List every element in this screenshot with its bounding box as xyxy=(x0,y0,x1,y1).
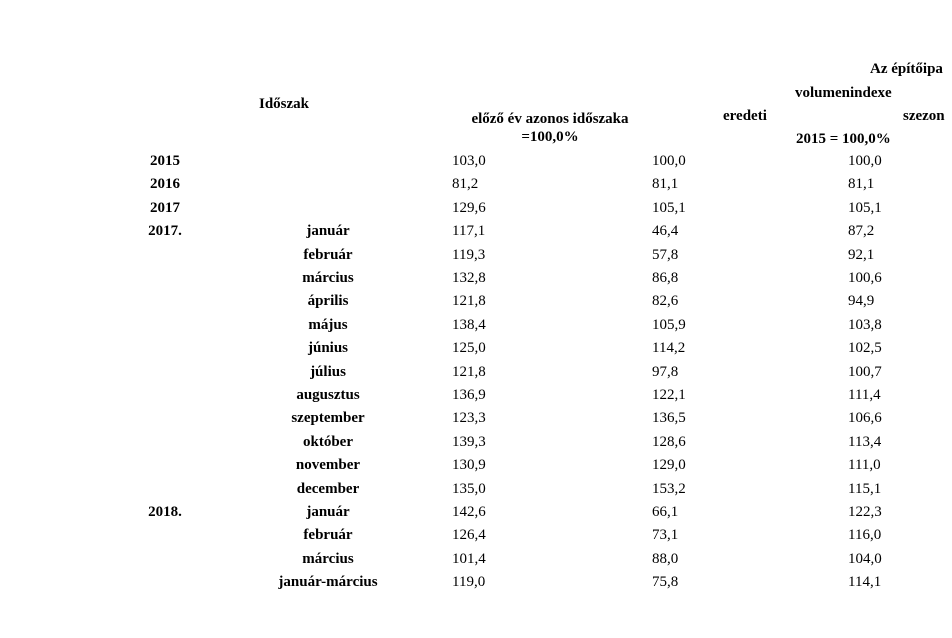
original-cell: 46,4 xyxy=(652,223,679,239)
year-cell: 2018. xyxy=(148,504,182,520)
prev-year-cell: 130,9 xyxy=(452,457,486,473)
prev-year-cell: 117,1 xyxy=(452,223,486,239)
base-2015-cell: 111,4 xyxy=(848,387,881,403)
original-cell: 75,8 xyxy=(652,574,679,590)
header-base-2015: 2015 = 100,0% xyxy=(796,131,891,147)
prev-year-cell: 136,9 xyxy=(452,387,486,403)
original-cell: 114,2 xyxy=(652,340,686,356)
base-2015-cell: 104,0 xyxy=(848,551,882,567)
base-2015-cell: 102,5 xyxy=(848,340,882,356)
original-cell: 100,0 xyxy=(652,153,686,169)
prev-year-cell: 123,3 xyxy=(452,410,486,426)
month-cell: január-március xyxy=(278,574,378,590)
prev-year-cell: 119,0 xyxy=(452,574,486,590)
prev-year-cell: 119,3 xyxy=(452,247,486,263)
original-cell: 153,2 xyxy=(652,481,686,497)
month-cell: május xyxy=(308,317,348,333)
month-cell: február xyxy=(303,527,353,543)
original-cell: 81,1 xyxy=(652,176,679,192)
base-2015-cell: 106,6 xyxy=(848,410,882,426)
prev-year-cell: 139,3 xyxy=(452,434,486,450)
original-cell: 57,8 xyxy=(652,247,679,263)
month-cell: március xyxy=(302,270,354,286)
base-2015-cell: 100,0 xyxy=(848,153,882,169)
prev-year-cell: 81,2 xyxy=(452,176,479,192)
base-2015-cell: 114,1 xyxy=(848,574,882,590)
original-cell: 97,8 xyxy=(652,364,679,380)
month-cell: április xyxy=(307,293,349,309)
base-2015-cell: 122,3 xyxy=(848,504,882,520)
month-cell: augusztus xyxy=(296,387,360,403)
base-2015-cell: 100,6 xyxy=(848,270,882,286)
month-cell: szeptember xyxy=(291,410,365,426)
prev-year-cell: 135,0 xyxy=(452,481,486,497)
base-2015-cell: 111,0 xyxy=(848,457,881,473)
month-cell: február xyxy=(303,247,353,263)
original-cell: 105,9 xyxy=(652,317,686,333)
base-2015-cell: 113,4 xyxy=(848,434,882,450)
prev-year-cell: 125,0 xyxy=(452,340,486,356)
original-cell: 88,0 xyxy=(652,551,679,567)
original-cell: 128,6 xyxy=(652,434,686,450)
month-cell: január xyxy=(306,223,350,239)
original-cell: 105,1 xyxy=(652,200,686,216)
original-cell: 86,8 xyxy=(652,270,679,286)
original-cell: 136,5 xyxy=(652,410,686,426)
base-2015-cell: 103,8 xyxy=(848,317,882,333)
header-seasonal-fragment: szezon xyxy=(903,108,945,124)
base-2015-cell: 81,1 xyxy=(848,176,875,192)
prev-year-cell: 132,8 xyxy=(452,270,486,286)
month-cell: június xyxy=(307,340,349,356)
header-original: eredeti xyxy=(723,108,767,124)
year-cell: 2015 xyxy=(150,153,180,169)
original-cell: 66,1 xyxy=(652,504,679,520)
base-2015-cell: 116,0 xyxy=(848,527,882,543)
header-prev-year-line2: =100,0% xyxy=(521,129,579,145)
original-cell: 122,1 xyxy=(652,387,686,403)
header-title-fragment: Az építőipa xyxy=(870,61,943,77)
month-cell: október xyxy=(303,434,353,450)
month-cell: március xyxy=(302,551,354,567)
month-cell: november xyxy=(295,457,361,473)
header-period: Időszak xyxy=(259,96,310,112)
month-cell: július xyxy=(310,364,346,380)
header-prev-year-line1: előző év azonos időszaka xyxy=(471,111,629,127)
prev-year-cell: 121,8 xyxy=(452,364,486,380)
prev-year-cell: 126,4 xyxy=(452,527,486,543)
prev-year-cell: 103,0 xyxy=(452,153,486,169)
prev-year-cell: 142,6 xyxy=(452,504,486,520)
base-2015-cell: 115,1 xyxy=(848,481,882,497)
original-cell: 82,6 xyxy=(652,293,679,309)
year-cell: 2017 xyxy=(150,200,180,216)
base-2015-cell: 105,1 xyxy=(848,200,882,216)
year-cell: 2017. xyxy=(148,223,182,239)
base-2015-cell: 100,7 xyxy=(848,364,882,380)
base-2015-cell: 87,2 xyxy=(848,223,875,239)
header-volume-index: volumenindexe xyxy=(795,85,892,101)
base-2015-cell: 92,1 xyxy=(848,247,875,263)
original-cell: 129,0 xyxy=(652,457,686,473)
prev-year-cell: 101,4 xyxy=(452,551,486,567)
month-cell: január xyxy=(306,504,350,520)
month-cell: december xyxy=(296,481,360,497)
prev-year-cell: 138,4 xyxy=(452,317,486,333)
prev-year-cell: 129,6 xyxy=(452,200,486,216)
original-cell: 73,1 xyxy=(652,527,679,543)
prev-year-cell: 121,8 xyxy=(452,293,486,309)
base-2015-cell: 94,9 xyxy=(848,293,875,309)
year-cell: 2016 xyxy=(150,176,180,192)
